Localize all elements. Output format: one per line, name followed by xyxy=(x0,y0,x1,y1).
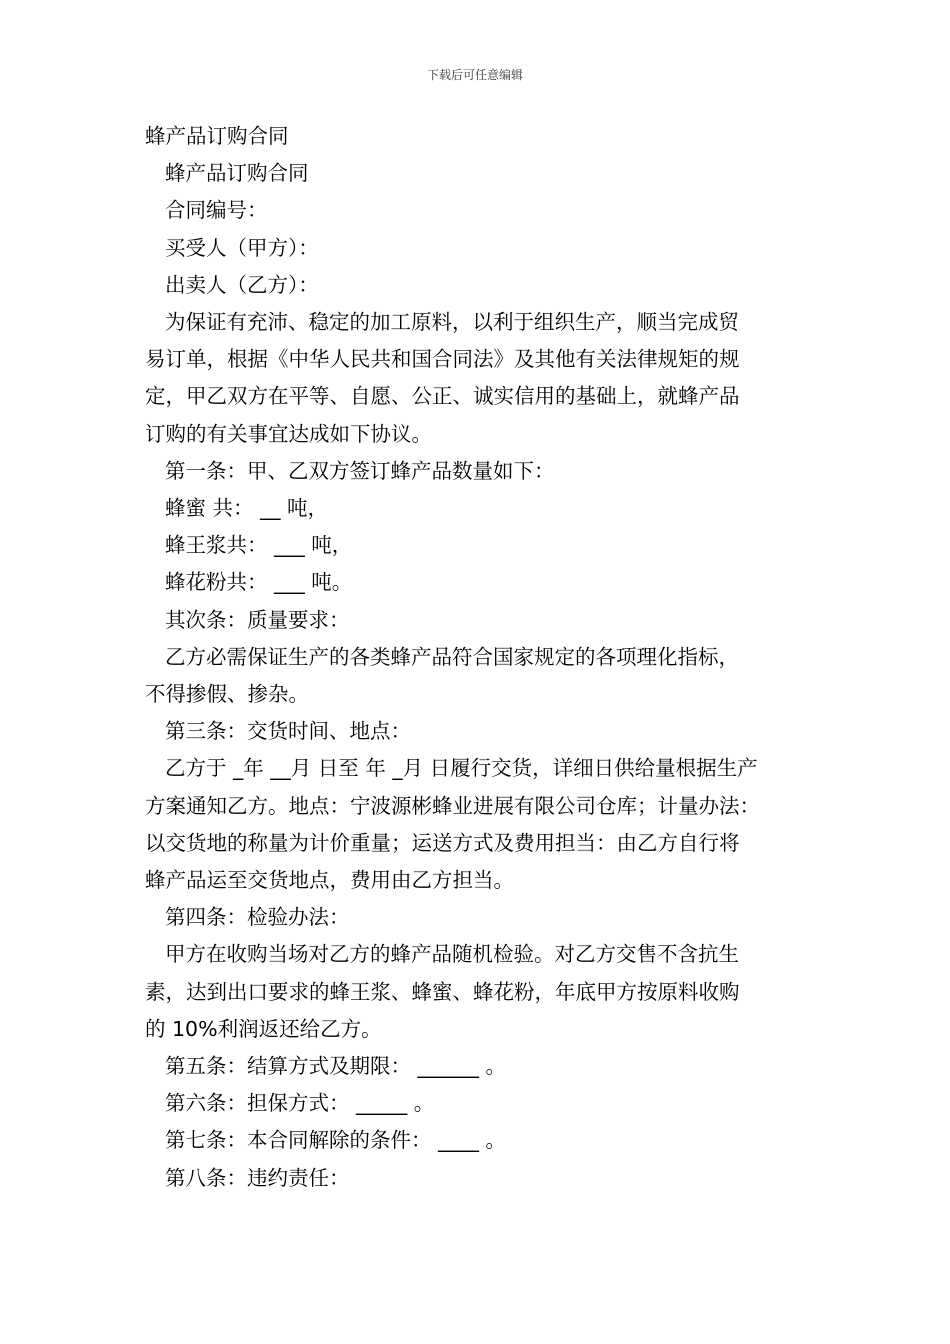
paragraph-line: 出卖人（乙方）： xyxy=(165,272,319,297)
paragraph-line: 第七条：本合同解除的条件： ____ 。 xyxy=(165,1128,507,1153)
paragraph-line: 订购的有关事宜达成如下协议。 xyxy=(145,421,432,446)
paragraph-line: 方案通知乙方。地点：宁波源彬蜂业进展有限公司仓库；计量办法： xyxy=(145,793,760,818)
paragraph-line: 乙方于 _年 __月 日至 年 _月 日履行交货，详细日供给量根据生产 xyxy=(165,756,758,781)
paragraph-line: 易订单，根据《中华人民共和国合同法》及其他有关法律规矩的规 xyxy=(145,347,740,372)
paragraph-line: 第五条：结算方式及期限： ______ 。 xyxy=(165,1054,507,1079)
paragraph-line: 第四条：检验办法： xyxy=(165,905,350,930)
paragraph-line: 其次条：质量要求： xyxy=(165,607,350,632)
paragraph-line: 买受人（甲方）： xyxy=(165,235,319,260)
contract-body xyxy=(145,118,835,1197)
paragraph-line: 为保证有充沛、稳定的加工原料，以利于组织生产，顺当完成贸 xyxy=(165,310,739,335)
paragraph-line: 乙方必需保证生产的各类蜂产品符合国家规定的各项理化指标， xyxy=(165,644,739,669)
paragraph-line: 第六条：担保方式： _____ 。 xyxy=(165,1091,435,1116)
paragraph-line: 合同编号： xyxy=(165,198,268,223)
paragraph-line: 不得掺假、掺杂。 xyxy=(145,682,309,707)
paragraph-line: 蜂产品订购合同 xyxy=(165,161,309,186)
paragraph-line: 甲方在收购当场对乙方的蜂产品随机检验。对乙方交售不含抗生 xyxy=(165,942,739,967)
paragraph-line: 蜂花粉共： ___ 吨。 xyxy=(165,570,353,595)
paragraph-line: 蜂产品运至交货地点，费用由乙方担当。 xyxy=(145,868,514,893)
paragraph-line: 第三条：交货时间、地点： xyxy=(165,719,411,744)
paragraph-line: 蜂蜜 共： __ 吨， xyxy=(165,496,329,521)
paragraph-line: 以交货地的称量为计价重量；运送方式及费用担当：由乙方自行将 xyxy=(145,830,740,855)
paragraph-line: 蜂王浆共： ___ 吨， xyxy=(165,533,353,558)
paragraph-line: 第八条：违约责任： xyxy=(165,1165,350,1190)
paragraph-line: 定，甲乙双方在平等、自愿、公正、诚实信用的基础上，就蜂产品 xyxy=(145,384,740,409)
paragraph-line: 第一条：甲、乙双方签订蜂产品数量如下： xyxy=(165,458,555,483)
page-header: 下载后可任意编辑 xyxy=(426,68,523,82)
document-title: 蜂产品订购合同 xyxy=(145,124,289,148)
paragraph-line: 素，达到出口要求的蜂王浆、蜂蜜、蜂花粉，年底甲方按原料收购 xyxy=(145,979,740,1004)
paragraph-line: 的 10%利润返还给乙方。 xyxy=(145,1016,382,1041)
